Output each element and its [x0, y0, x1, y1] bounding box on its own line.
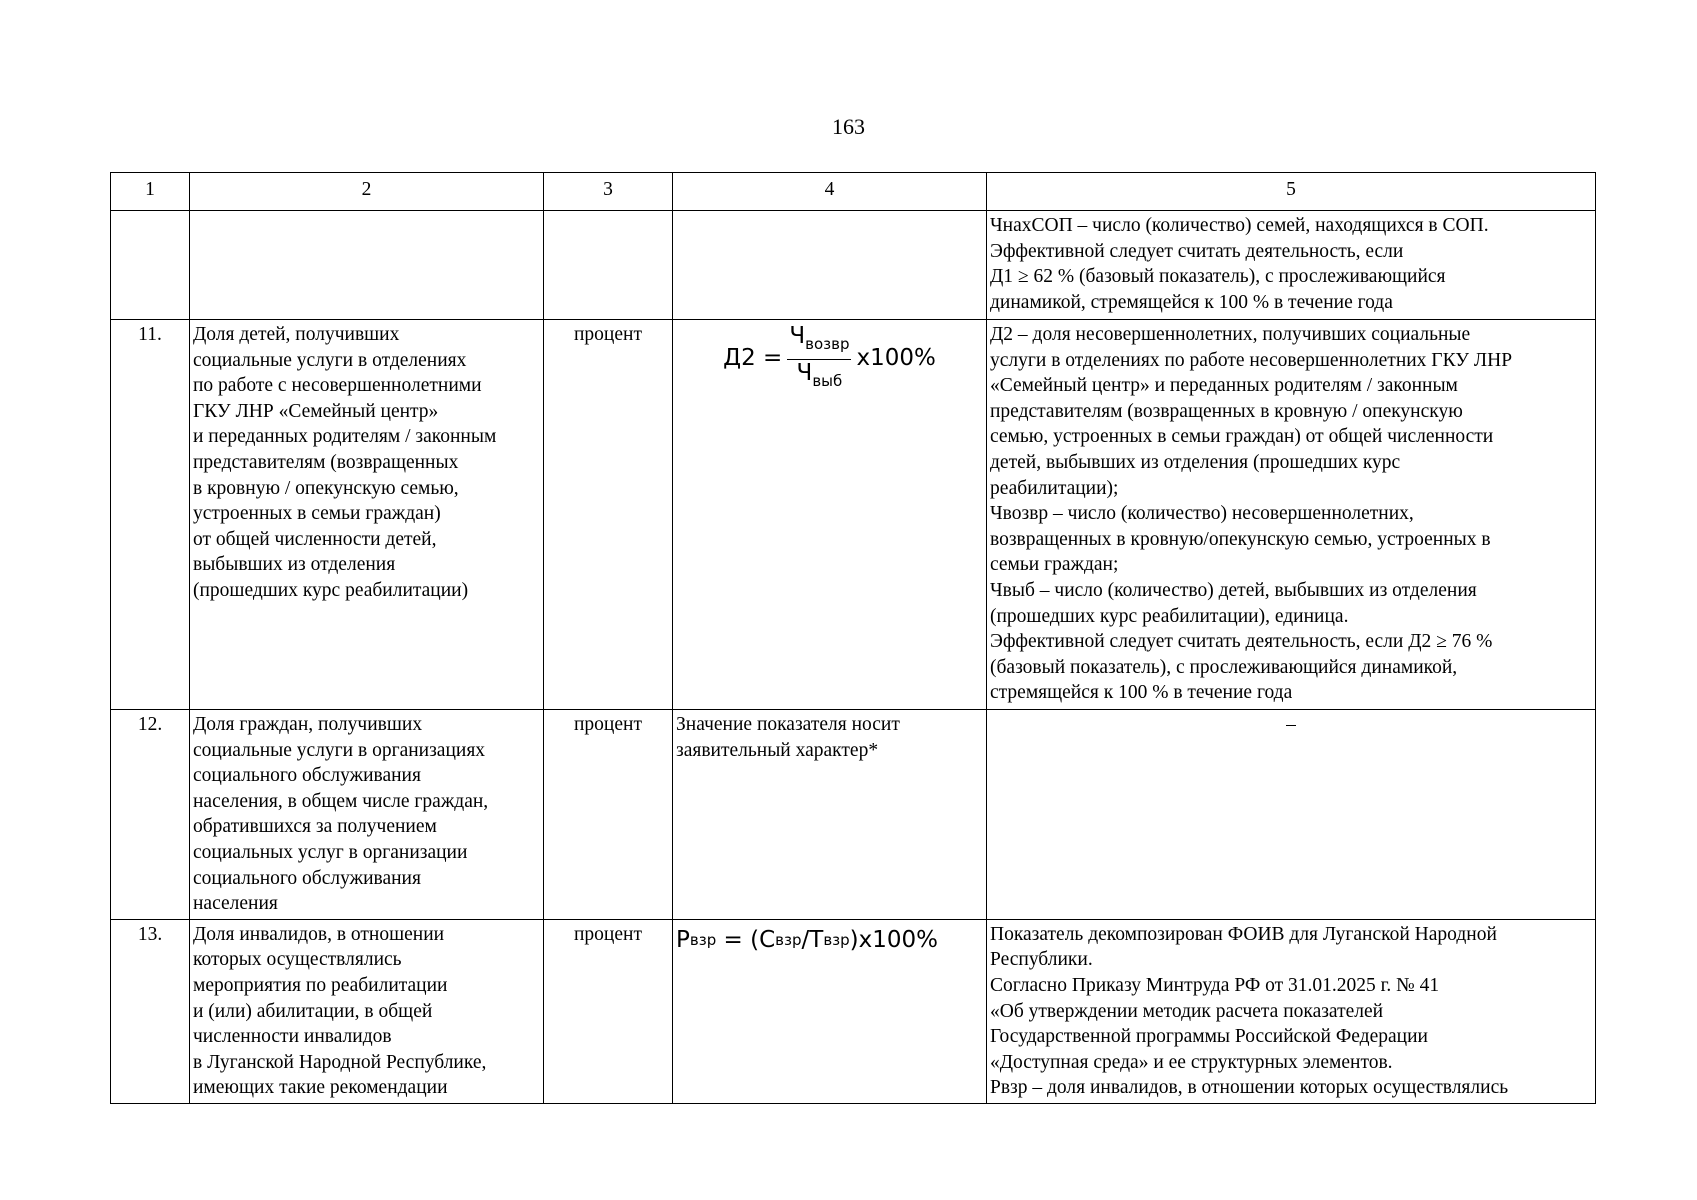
- formula-cell: [673, 919, 987, 1103]
- description-line: Д2 – доля несовершеннолетних, получивших социальные: [990, 324, 1471, 345]
- formula-p: Р: [676, 926, 690, 953]
- name-line: в кровную / опекунскую семью,: [193, 477, 459, 499]
- name-line: от общей численности детей,: [193, 528, 437, 550]
- row-number: 12.: [111, 710, 190, 920]
- description-line: представителям (возвращенных в кровную / опекунскую: [990, 400, 1463, 422]
- name-line: социальных услуг в организации: [193, 841, 468, 863]
- name-line: Доля детей, получивших: [193, 324, 400, 345]
- description-line: Республики.: [990, 949, 1093, 971]
- formula-note-line: заявительный характер*: [676, 739, 879, 761]
- description-cell: [987, 320, 1596, 710]
- formula-slash: /: [801, 926, 810, 953]
- description-line: Рвзр – доля инвалидов, в отношении которых осуществлялись: [990, 1077, 1509, 1099]
- description-line: Показатель декомпозирован ФОИВ для Луганской Народной: [990, 923, 1497, 945]
- unit-cell: процент: [544, 320, 673, 710]
- formula-note-cell: [673, 710, 987, 920]
- table-row-13: [111, 919, 1596, 1103]
- name-line: (прошедших курс реабилитации): [193, 579, 469, 601]
- description-line: Чвозвр – число (количество) несовершеннолетних,: [990, 503, 1414, 525]
- cell-name: [190, 211, 544, 320]
- indicators-table: [110, 172, 1596, 1104]
- description-line: услуги в отделениях по работе несовершеннолетних ГКУ ЛНР: [990, 349, 1513, 371]
- description-line: реабилитации);: [990, 477, 1119, 499]
- table-row-12: [111, 710, 1596, 920]
- numerator-subscript: возвр: [805, 335, 850, 353]
- row-number: 11.: [111, 320, 190, 710]
- description-dash: –: [987, 710, 1596, 920]
- formula-tail: x100%: [856, 345, 936, 372]
- formula-p-subscript: взр: [689, 930, 717, 949]
- description-line: семью, устроенных в семьи граждан) от общей численности: [990, 426, 1494, 448]
- name-line: по работе с несовершеннолетними: [193, 375, 482, 397]
- name-line: в Луганской Народной Республике,: [193, 1051, 487, 1073]
- description-line: Чвыб – число (количество) детей, выбывших из отделения: [990, 579, 1477, 601]
- description-line: Д1 ≥ 62 % (базовый показатель), с прослеживающийся: [990, 266, 1446, 288]
- formula-rvzr: [676, 922, 983, 954]
- cell-formula: [673, 211, 987, 320]
- cell-num: [111, 211, 190, 320]
- column-header-2: 2: [190, 173, 544, 211]
- name-line: устроенных в семьи граждан): [193, 503, 441, 525]
- name-line: социального обслуживания: [193, 867, 421, 889]
- unit-cell: процент: [544, 710, 673, 920]
- description-line: «Об утверждении методик расчета показателей: [990, 1000, 1384, 1022]
- indicator-name: [190, 320, 544, 710]
- column-header-1: 1: [111, 173, 190, 211]
- denominator-symbol: Ч: [796, 359, 813, 386]
- name-line: социальные услуги в организациях: [193, 739, 486, 761]
- formula-cell: [673, 320, 987, 710]
- description-cell: [987, 919, 1596, 1103]
- name-line: которых осуществлялись: [193, 949, 402, 971]
- description-line: (прошедших курс реабилитации), единица.: [990, 605, 1349, 627]
- formula-c-subscript: взр: [775, 930, 802, 949]
- description-line: «Семейный центр» и переданных родителям / законным: [990, 375, 1458, 397]
- name-line: и переданных родителям / законным: [193, 426, 497, 448]
- formula-lhs: Д2 =: [723, 345, 783, 372]
- row-number: 13.: [111, 919, 190, 1103]
- name-line: имеющих такие рекомендации: [193, 1077, 448, 1099]
- description-line: Согласно Приказу Минтруда РФ от 31.01.2025 г. № 41: [990, 974, 1440, 996]
- name-line: представителям (возвращенных: [193, 451, 459, 473]
- description-line: Государственной программы Российской Федерации: [990, 1026, 1428, 1048]
- name-line: мероприятия по реабилитации: [193, 974, 448, 996]
- page-number: 163: [832, 114, 865, 139]
- cell-description: [987, 211, 1596, 320]
- formula-fraction: [787, 324, 851, 394]
- name-line: социальные услуги в отделениях: [193, 349, 467, 371]
- indicator-name: [190, 919, 544, 1103]
- numerator-symbol: Ч: [789, 323, 806, 349]
- fraction-denominator: [797, 360, 843, 395]
- fraction-numerator: [787, 324, 851, 360]
- table-row-continuation: [111, 211, 1596, 320]
- formula-eq: = (: [716, 926, 760, 953]
- column-header-5: 5: [987, 173, 1596, 211]
- name-line: населения: [193, 893, 278, 915]
- description-line: «Доступная среда» и ее структурных элементов.: [990, 1051, 1393, 1073]
- description-line: динамикой, стремящейся к 100 % в течение года: [990, 291, 1393, 313]
- name-line: численности инвалидов: [193, 1026, 392, 1048]
- name-line: и (или) абилитации, в общей: [193, 1000, 433, 1022]
- formula-t-subscript: взр: [823, 930, 850, 949]
- denominator-subscript: выб: [812, 371, 843, 390]
- description-line: возвращенных в кровную/опекунскую семью, устроенных в: [990, 528, 1491, 550]
- table-row-11: [111, 320, 1596, 710]
- indicator-name: [190, 710, 544, 920]
- name-line: Доля граждан, получивших: [193, 714, 423, 735]
- description-line: Эффективной следует считать деятельность, если Д2 ≥ 76 %: [990, 631, 1493, 653]
- name-line: выбывших из отделения: [193, 554, 396, 576]
- formula-c: С: [759, 926, 776, 953]
- name-line: ГКУ ЛНР «Семейный центр»: [193, 400, 439, 422]
- name-line: социального обслуживания: [193, 765, 421, 787]
- formula-t: Т: [809, 926, 824, 953]
- cell-unit: [544, 211, 673, 320]
- description-line: Эффективной следует считать деятельность, если: [990, 240, 1404, 262]
- description-line: детей, выбывших из отделения (прошедших курс: [990, 451, 1401, 473]
- formula-note-line: Значение показателя носит: [676, 714, 900, 735]
- description-line: семьи граждан;: [990, 554, 1119, 576]
- description-line: (базовый показатель), с прослеживающийся динамикой,: [990, 656, 1458, 678]
- name-line: Доля инвалидов, в отношении: [193, 923, 445, 945]
- description-line: ЧнахСОП – число (количество) семей, находящихся в СОП.: [990, 215, 1489, 236]
- name-line: обратившихся за получением: [193, 816, 437, 838]
- unit-cell: процент: [544, 919, 673, 1103]
- column-header-3: 3: [544, 173, 673, 211]
- description-line: стремящейся к 100 % в течение года: [990, 682, 1293, 704]
- formula-d2: [676, 322, 983, 394]
- column-header-4: 4: [673, 173, 987, 211]
- table-header-row: [111, 173, 1596, 211]
- name-line: населения, в общем числе граждан,: [193, 790, 489, 812]
- formula-tail: )x100%: [849, 926, 938, 953]
